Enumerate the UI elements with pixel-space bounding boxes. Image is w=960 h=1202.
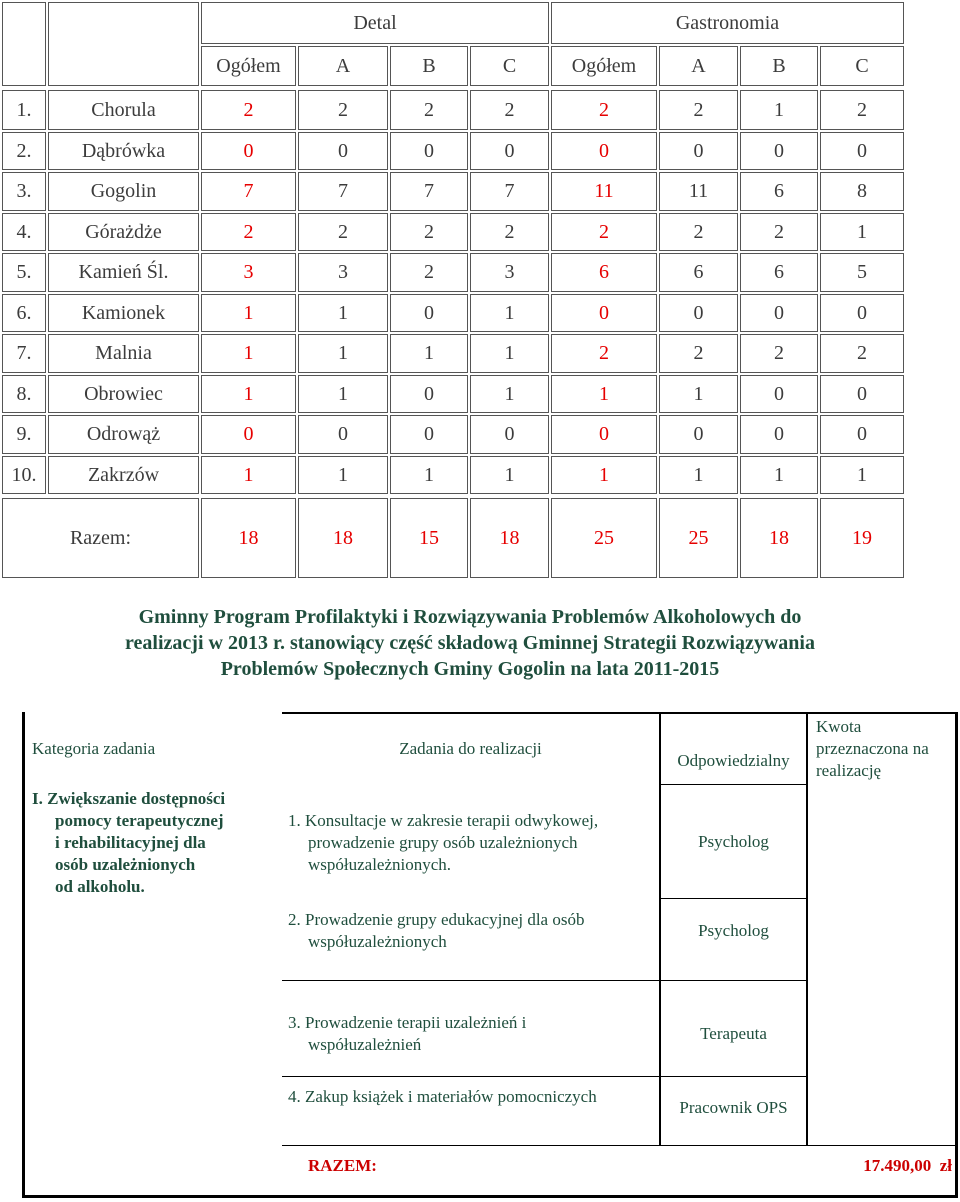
row-value: 1 (201, 294, 296, 332)
divider-row3 (282, 1076, 808, 1077)
category-line-1: I. Zwiększanie dostępności (32, 789, 226, 808)
total-row-value: 18 (298, 498, 388, 578)
row-value: 8 (820, 172, 904, 211)
row-value: 1 (470, 375, 549, 413)
row-name: Obrowiec (48, 375, 199, 413)
row-number: 5. (2, 253, 46, 292)
row-value: 2 (201, 213, 296, 251)
row-value: 5 (820, 253, 904, 292)
row-value: 2 (390, 90, 468, 130)
row-value: 1 (470, 334, 549, 373)
row-number: 9. (2, 415, 46, 454)
row-value: 6 (740, 172, 818, 211)
total-amount: 17.490,00 zł (863, 1156, 952, 1175)
header-empty-name (48, 2, 199, 86)
row-value: 1 (390, 334, 468, 373)
row-name: Kamień Śl. (48, 253, 199, 292)
row-value: 0 (470, 132, 549, 170)
task-1-responsible: Psycholog (698, 832, 769, 851)
row-value: 1 (298, 456, 388, 494)
task-3-line-1: 3. Prowadzenie terapii uzależnień i (288, 1013, 527, 1032)
row-value: 0 (390, 132, 468, 170)
row-value: 3 (470, 253, 549, 292)
row-value: 6 (740, 253, 818, 292)
table-border-bottom (22, 1195, 958, 1198)
row-value: 0 (551, 132, 657, 170)
header-amount-line-2: przeznaczona na (816, 739, 929, 758)
row-value: 2 (470, 90, 549, 130)
table-border-left (22, 712, 25, 1198)
row-value: 2 (390, 253, 468, 292)
total-row-value: 18 (470, 498, 549, 578)
row-value: 0 (740, 375, 818, 413)
group-header-detal: Detal (201, 2, 549, 44)
row-value: 1 (298, 294, 388, 332)
row-number: 4. (2, 213, 46, 251)
row-value: 0 (470, 415, 549, 454)
row-value: 0 (659, 415, 738, 454)
row-value: 1 (201, 456, 296, 494)
divider-resp-header (659, 784, 808, 785)
header-responsible: Odpowiedzialny (677, 751, 790, 770)
row-value: 2 (820, 90, 904, 130)
row-value: 0 (740, 132, 818, 170)
row-name: Malnia (48, 334, 199, 373)
row-number: 6. (2, 294, 46, 332)
row-value: 3 (201, 253, 296, 292)
row-value: 1 (659, 375, 738, 413)
row-name: Górażdże (48, 213, 199, 251)
divider-resp-row1 (659, 898, 808, 899)
row-value: 0 (551, 415, 657, 454)
task-table (22, 712, 958, 1198)
header-amount-line-1: Kwota (816, 717, 862, 736)
sub-header: A (659, 46, 738, 86)
row-value: 0 (298, 415, 388, 454)
row-value: 2 (740, 213, 818, 251)
row-value: 6 (551, 253, 657, 292)
row-value: 1 (390, 456, 468, 494)
row-value: 2 (298, 90, 388, 130)
row-value: 0 (390, 415, 468, 454)
row-number: 1. (2, 90, 46, 130)
category-line-4: osób uzależnionych (55, 855, 196, 874)
total-row-value: 18 (740, 498, 818, 578)
row-value: 2 (659, 334, 738, 373)
total-row-value: 25 (551, 498, 657, 578)
task-2-line-2: współuzależnionych (308, 932, 447, 951)
row-value: 0 (740, 415, 818, 454)
row-value: 2 (820, 334, 904, 373)
total-row-value: 15 (390, 498, 468, 578)
row-value: 2 (659, 213, 738, 251)
header-amount-line-3: realizację (816, 761, 882, 780)
row-value: 7 (298, 172, 388, 211)
row-value: 1 (201, 334, 296, 373)
row-value: 1 (820, 456, 904, 494)
sub-header: C (820, 46, 904, 86)
row-value: 1 (740, 456, 818, 494)
program-heading (30, 604, 910, 682)
row-value: 1 (551, 456, 657, 494)
row-value: 2 (470, 213, 549, 251)
heading-line-2: realizacji w 2013 r. stanowiący część składową Gminnej Strategii Rozwiązywania (125, 632, 815, 654)
row-value: 2 (390, 213, 468, 251)
row-name: Chorula (48, 90, 199, 130)
row-value: 0 (551, 294, 657, 332)
total-row-value: 25 (659, 498, 738, 578)
row-value: 2 (659, 90, 738, 130)
divider-total (282, 1145, 958, 1146)
total-label: RAZEM: (308, 1156, 377, 1175)
total-row-value: 19 (820, 498, 904, 578)
row-value: 1 (551, 375, 657, 413)
task-4-line-1: 4. Zakup książek i materiałów pomocniczych (288, 1087, 597, 1106)
row-value: 1 (298, 334, 388, 373)
divider-row2 (282, 980, 808, 981)
group-header-gastronomia: Gastronomia (551, 2, 904, 44)
row-name: Gogolin (48, 172, 199, 211)
total-row-label: Razem: (2, 498, 199, 578)
sub-header: B (740, 46, 818, 86)
row-value: 11 (551, 172, 657, 211)
row-value: 2 (298, 213, 388, 251)
row-value: 3 (298, 253, 388, 292)
category-line-3: i rehabilitacyjnej dla (55, 833, 206, 852)
task-1-line-1: 1. Konsultacje w zakresie terapii odwykowej, (288, 811, 599, 830)
task-1-line-2: prowadzenie grupy osób uzależnionych (308, 833, 578, 852)
row-number: 2. (2, 132, 46, 170)
row-value: 0 (659, 294, 738, 332)
row-name: Kamionek (48, 294, 199, 332)
row-value: 1 (298, 375, 388, 413)
header-empty-no (2, 2, 46, 86)
category-line-2: pomocy terapeutycznej (55, 811, 224, 830)
row-value: 2 (551, 334, 657, 373)
row-value: 1 (201, 375, 296, 413)
row-number: 3. (2, 172, 46, 211)
heading-line-1: Gminny Program Profilaktyki i Rozwiązywania Problemów Alkoholowych do (138, 606, 802, 628)
category-line-5: od alkoholu. (55, 877, 145, 896)
row-value: 1 (659, 456, 738, 494)
sub-header: B (390, 46, 468, 86)
row-value: 7 (201, 172, 296, 211)
row-value: 0 (820, 294, 904, 332)
row-number: 7. (2, 334, 46, 373)
row-name: Zakrzów (48, 456, 199, 494)
row-number: 8. (2, 375, 46, 413)
sub-header: C (470, 46, 549, 86)
sub-header: A (298, 46, 388, 86)
row-value: 0 (390, 294, 468, 332)
row-value: 1 (740, 90, 818, 130)
sub-header: Ogółem (551, 46, 657, 86)
header-tasks: Zadania do realizacji (399, 739, 542, 758)
row-value: 0 (820, 132, 904, 170)
row-value: 0 (820, 375, 904, 413)
task-1-line-3: współuzależnionych. (308, 855, 452, 874)
row-value: 2 (740, 334, 818, 373)
row-name: Odrowąż (48, 415, 199, 454)
row-value: 7 (470, 172, 549, 211)
row-value: 0 (820, 415, 904, 454)
task-4-responsible: Pracownik OPS (679, 1098, 788, 1117)
row-name: Dąbrówka (48, 132, 199, 170)
task-2-line-1: 2. Prowadzenie grupy edukacyjnej dla osób (288, 910, 585, 929)
row-number: 10. (2, 456, 46, 494)
row-value: 2 (551, 90, 657, 130)
row-value: 2 (551, 213, 657, 251)
divider-amount (806, 712, 808, 1146)
task-3-line-2: współuzależnień (308, 1035, 422, 1054)
row-value: 0 (740, 294, 818, 332)
row-value: 1 (470, 294, 549, 332)
task-3-responsible: Terapeuta (700, 1024, 767, 1043)
row-value: 7 (390, 172, 468, 211)
heading-line-3: Problemów Społecznych Gminy Gogolin na lata 2011-2015 (220, 658, 720, 680)
total-row-value: 18 (201, 498, 296, 578)
sub-header: Ogółem (201, 46, 296, 86)
row-value: 0 (201, 132, 296, 170)
row-value: 0 (659, 132, 738, 170)
header-category: Kategoria zadania (32, 739, 156, 758)
row-value: 1 (470, 456, 549, 494)
row-value: 2 (201, 90, 296, 130)
table-border-top (282, 712, 958, 714)
table-border-right (955, 712, 958, 1198)
row-value: 6 (659, 253, 738, 292)
row-value: 1 (820, 213, 904, 251)
row-value: 0 (390, 375, 468, 413)
row-value: 0 (201, 415, 296, 454)
stats-table (0, 0, 906, 580)
row-value: 0 (298, 132, 388, 170)
task-2-responsible: Psycholog (698, 921, 769, 940)
row-value: 11 (659, 172, 738, 211)
